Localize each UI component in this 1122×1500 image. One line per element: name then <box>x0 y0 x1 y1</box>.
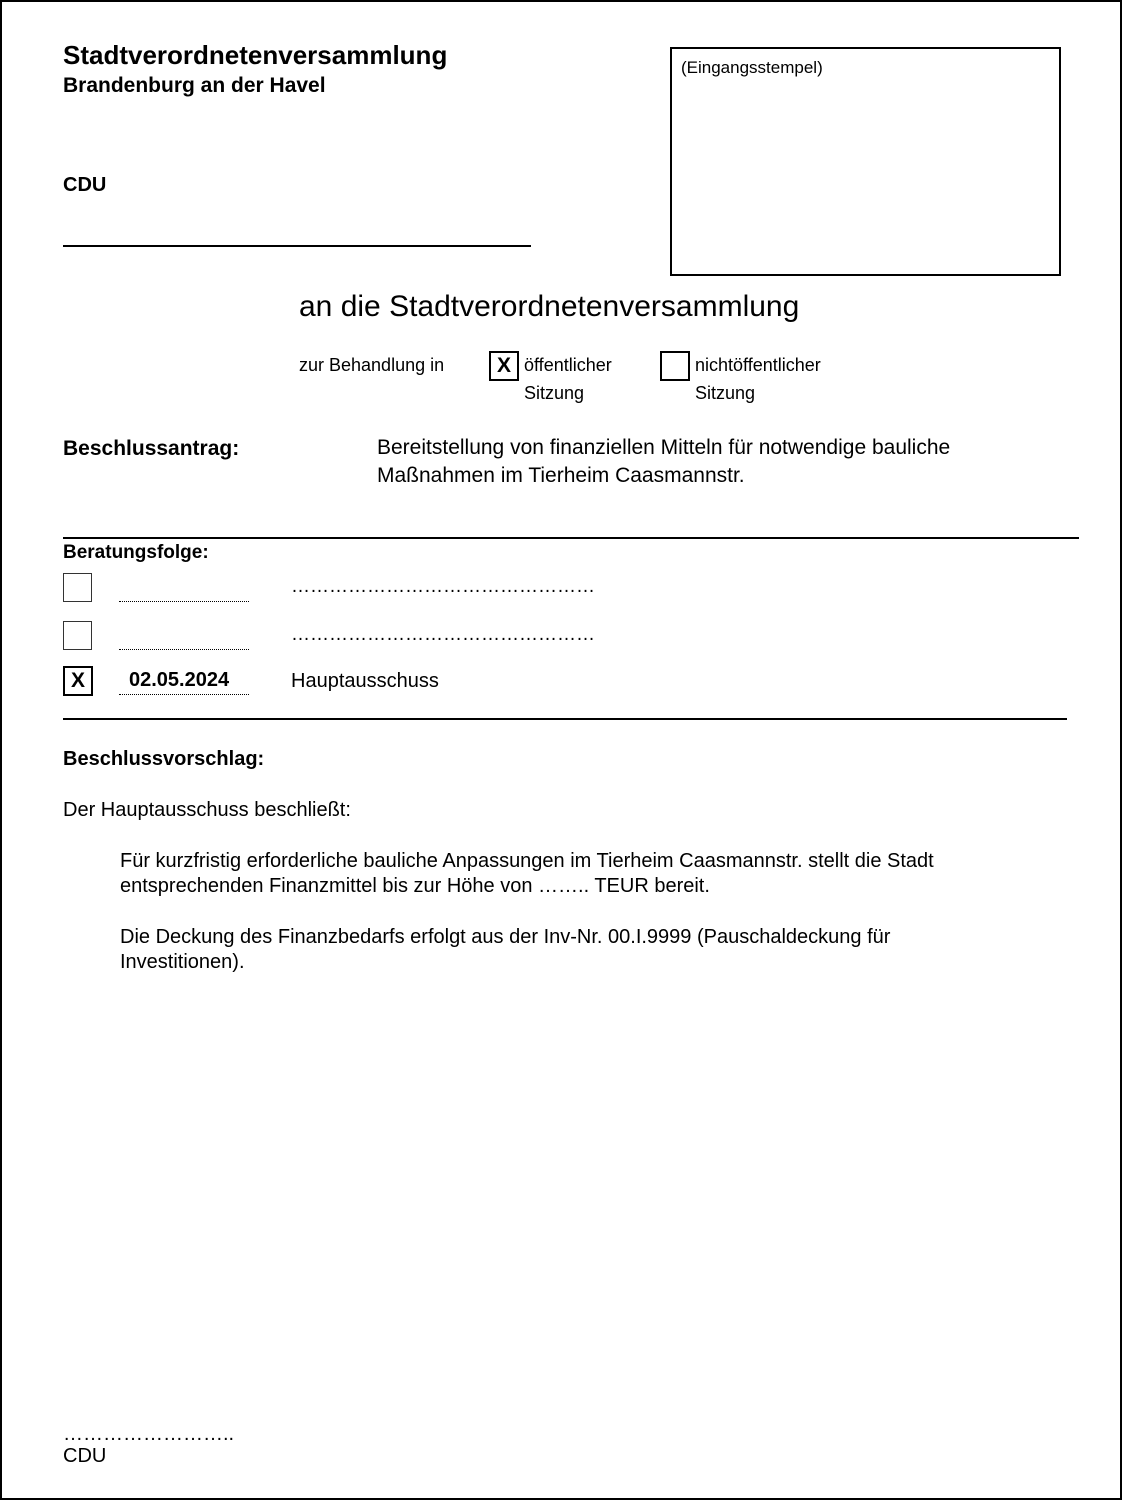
consultation-row-1-committee: ………………………………………… <box>291 576 595 597</box>
document-subtitle: Brandenburg an der Havel <box>63 74 326 97</box>
motion-text-line-2: Maßnahmen im Tierheim Caasmannstr. <box>377 464 745 487</box>
signature-party: CDU <box>63 1445 107 1467</box>
consultation-row-2-committee: ………………………………………… <box>291 624 595 645</box>
proposal-label: Beschlussvorschlag: <box>63 748 265 770</box>
addressee: an die Stadtverordnetenversammlung <box>299 290 800 323</box>
consultation-row-1-date-line <box>119 601 249 602</box>
treatment-label: zur Behandlung in <box>299 355 445 375</box>
party-underline <box>63 245 531 247</box>
consultation-row-2-date-line <box>119 649 249 650</box>
consultation-row-3-committee: Hauptausschuss <box>291 670 439 692</box>
public-session-label: öffentlicher <box>524 355 612 375</box>
signature-dots: …………………….. <box>63 1423 235 1445</box>
motion-label: Beschlussantrag: <box>63 437 240 460</box>
section-divider-bottom <box>63 718 1067 720</box>
nonpublic-session-label-2: Sitzung <box>695 383 756 403</box>
consultation-row-2-checkbox[interactable] <box>63 621 92 650</box>
motion-text-line-1: Bereitstellung von finanziellen Mitteln für notwendige bauliche <box>377 436 951 459</box>
public-session-label-2: Sitzung <box>524 383 585 403</box>
stamp-box <box>670 47 1061 276</box>
proposal-intro: Der Hauptausschuss beschließt: <box>63 799 351 821</box>
stamp-box-label: (Eingangsstempel) <box>681 58 823 77</box>
proposal-paragraph-1-line-1: Für kurzfristig erforderliche bauliche Anpassungen im Tierheim Caasmannstr. stellt die Stadt <box>120 850 934 872</box>
consultation-row-3-date: 02.05.2024 <box>129 669 230 691</box>
public-session-checkbox[interactable]: X <box>489 351 519 381</box>
consultation-row-3-checkbox[interactable]: X <box>63 666 93 696</box>
consultation-label: Beratungsfolge: <box>63 542 209 563</box>
section-divider-top <box>63 537 1079 539</box>
proposal-paragraph-2-line-1: Die Deckung des Finanzbedarfs erfolgt aus der Inv-Nr. 00.I.9999 (Pauschaldeckung für <box>120 926 891 948</box>
nonpublic-session-label: nichtöffentlicher <box>695 355 821 375</box>
party-label: CDU <box>63 174 107 196</box>
consultation-row-1-checkbox[interactable] <box>63 573 92 602</box>
nonpublic-session-checkbox[interactable] <box>660 351 690 381</box>
proposal-paragraph-2-line-2: Investitionen). <box>120 951 245 973</box>
document-title: Stadtverordnetenversammlung <box>63 40 448 70</box>
proposal-paragraph-1-line-2: entsprechenden Finanzmittel bis zur Höhe von …….. TEUR bereit. <box>120 875 710 897</box>
consultation-row-3-date-line <box>119 694 249 695</box>
